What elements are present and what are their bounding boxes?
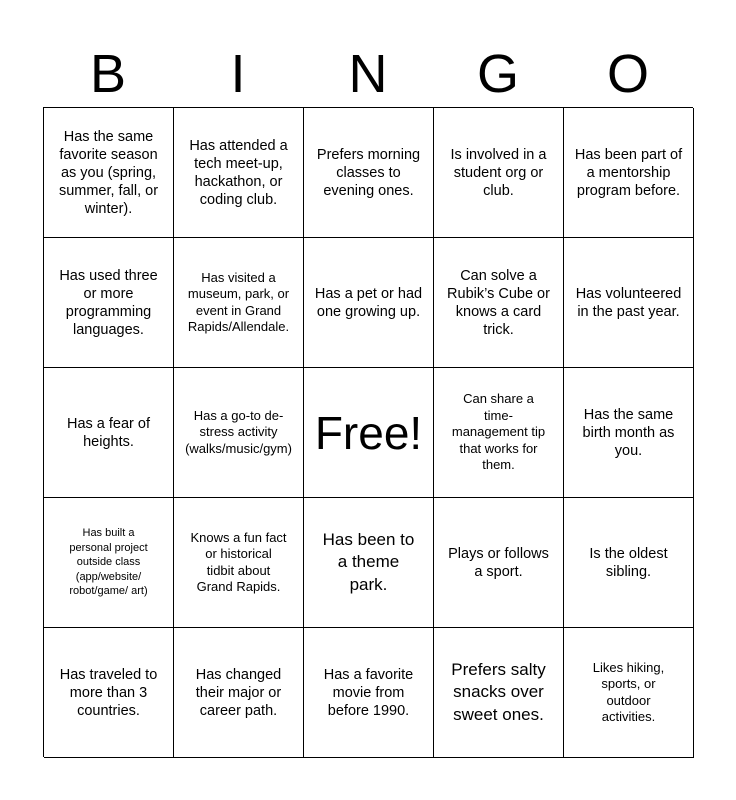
bingo-cell-r3c5[interactable]: Has the same birth month as you. (564, 368, 694, 498)
bingo-cell-r1c5[interactable]: Has been part of a mentorship program before. (564, 108, 694, 238)
bingo-cell-r1c2[interactable]: Has attended a tech meet-up, hackathon, or coding club. (174, 108, 304, 238)
bingo-cell-r2c4[interactable]: Can solve a Rubik’s Cube or knows a card trick. (434, 238, 564, 368)
bingo-cell-r1c3[interactable]: Prefers morning classes to evening ones. (304, 108, 434, 238)
bingo-cell-r4c3[interactable]: Has been to a theme park. (304, 498, 434, 628)
bingo-cell-r1c4[interactable]: Is involved in a student org or club. (434, 108, 564, 238)
bingo-cell-r4c1[interactable]: Has built a personal project outside class (app/website/ robot/game/ art) (44, 498, 174, 628)
free-space[interactable]: Free! (304, 368, 434, 498)
header-letter-b: B (89, 44, 127, 104)
bingo-cell-r5c5[interactable]: Likes hiking, sports, or outdoor activities. (564, 628, 694, 758)
bingo-cell-r2c1[interactable]: Has used three or more programming languages. (44, 238, 174, 368)
header-letter-o: O (606, 44, 649, 104)
bingo-header (43, 40, 693, 108)
bingo-cell-r2c2[interactable]: Has visited a museum, park, or event in Grand Rapids/Allendale. (174, 238, 304, 368)
bingo-cell-r3c4[interactable]: Can share a time-management tip that works for them. (434, 368, 564, 498)
bingo-cell-r4c2[interactable]: Knows a fun fact or historical tidbit about Grand Rapids. (174, 498, 304, 628)
header-letter-n: N (348, 44, 388, 104)
bingo-cell-r2c5[interactable]: Has volunteered in the past year. (564, 238, 694, 368)
bingo-cell-r3c1[interactable]: Has a fear of heights. (44, 368, 174, 498)
bingo-cell-r3c2[interactable]: Has a go-to de-stress activity (walks/music/gym) (174, 368, 304, 498)
bingo-cell-r5c2[interactable]: Has changed their major or career path. (174, 628, 304, 758)
bingo-cell-r5c4[interactable]: Prefers salty snacks over sweet ones. (434, 628, 564, 758)
bingo-cell-r4c4[interactable]: Plays or follows a sport. (434, 498, 564, 628)
header-letter-i: I (230, 44, 246, 104)
bingo-cell-r2c3[interactable]: Has a pet or had one growing up. (304, 238, 434, 368)
bingo-cell-r4c5[interactable]: Is the oldest sibling. (564, 498, 694, 628)
bingo-cell-r5c3[interactable]: Has a favorite movie from before 1990. (304, 628, 434, 758)
bingo-cell-r5c1[interactable]: Has traveled to more than 3 countries. (44, 628, 174, 758)
bingo-cell-r1c1[interactable]: Has the same favorite season as you (spring, summer, fall, or winter). (44, 108, 174, 238)
bingo-grid (43, 107, 693, 757)
header-letter-g: G (476, 44, 519, 104)
